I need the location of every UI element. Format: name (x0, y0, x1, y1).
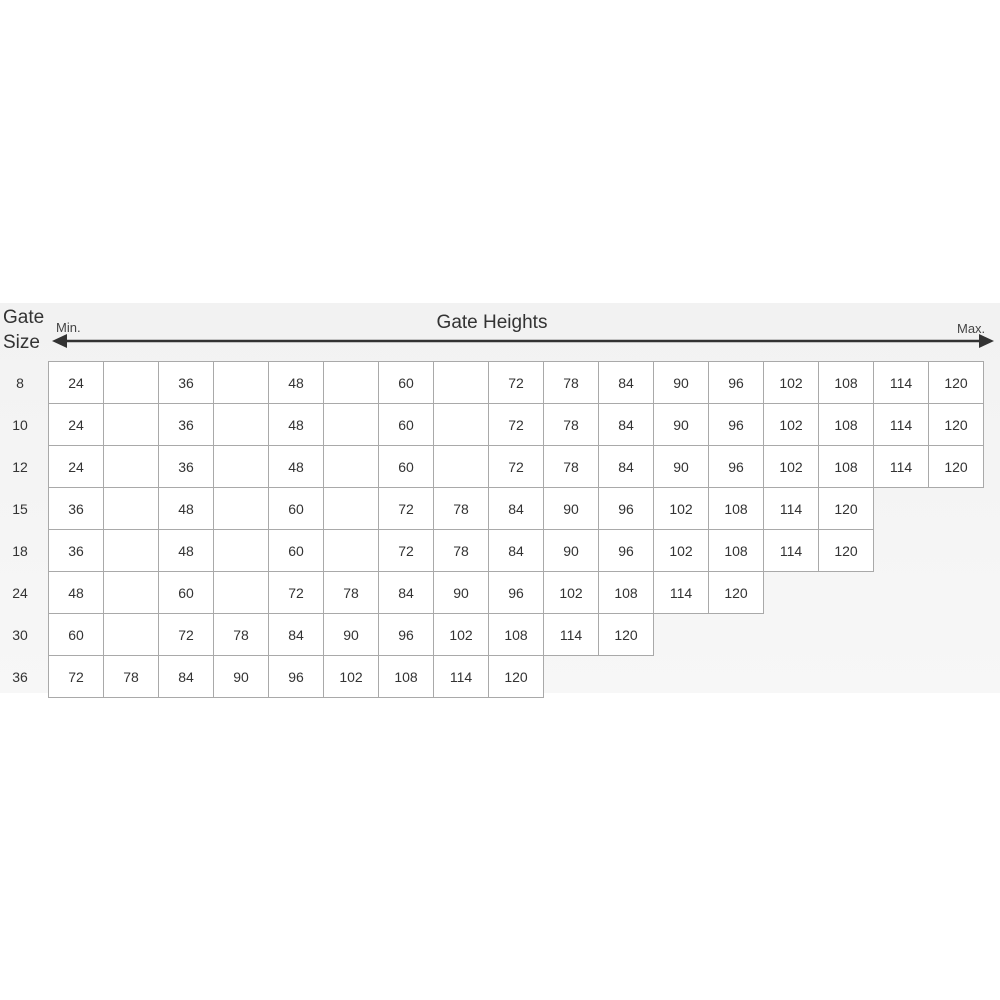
height-cell: 114 (873, 403, 929, 446)
height-cell: 108 (708, 529, 764, 572)
gate-heights-title: Gate Heights (436, 312, 548, 333)
height-cell (103, 361, 159, 404)
gate-size-label: 15 (12, 501, 28, 517)
height-cell: 78 (433, 529, 489, 572)
double-arrow-icon (52, 334, 994, 348)
height-cell (103, 613, 159, 656)
height-cell: 102 (653, 487, 709, 530)
height-cell: 108 (818, 361, 874, 404)
height-cell: 72 (158, 613, 214, 656)
height-cell: 90 (543, 529, 599, 572)
height-cell: 96 (708, 445, 764, 488)
height-cell: 72 (378, 529, 434, 572)
height-cell: 72 (48, 655, 104, 698)
height-cell: 36 (48, 529, 104, 572)
height-cell: 90 (213, 655, 269, 698)
height-cell: 84 (488, 487, 544, 530)
height-cell: 96 (708, 361, 764, 404)
height-cell: 84 (378, 571, 434, 614)
height-cell (213, 445, 269, 488)
height-cell: 60 (158, 571, 214, 614)
height-cell: 36 (158, 445, 214, 488)
height-cell (213, 529, 269, 572)
height-cell (103, 571, 159, 614)
gate-size-label: 10 (12, 417, 28, 433)
height-cell: 96 (488, 571, 544, 614)
height-cell: 96 (598, 529, 654, 572)
height-cell: 78 (433, 487, 489, 530)
height-cell: 48 (158, 487, 214, 530)
height-cell: 114 (763, 529, 819, 572)
gate-size-heading (3, 305, 44, 355)
height-cell: 120 (928, 361, 984, 404)
height-cell (323, 403, 379, 446)
height-cell: 102 (323, 655, 379, 698)
gate-size-label: 8 (16, 375, 24, 391)
height-cell: 96 (708, 403, 764, 446)
height-cell: 120 (818, 487, 874, 530)
height-cell: 90 (653, 361, 709, 404)
height-cell: 90 (653, 403, 709, 446)
height-cell (433, 403, 489, 446)
height-cell: 96 (268, 655, 324, 698)
height-cell: 108 (818, 445, 874, 488)
gate-size-label: 24 (12, 585, 28, 601)
height-cell: 84 (158, 655, 214, 698)
height-cell: 96 (598, 487, 654, 530)
height-cell: 72 (268, 571, 324, 614)
height-cell (433, 445, 489, 488)
height-cell: 60 (378, 445, 434, 488)
height-cell: 60 (268, 487, 324, 530)
height-cell: 102 (763, 445, 819, 488)
height-cell: 36 (158, 403, 214, 446)
height-cell: 114 (433, 655, 489, 698)
height-cell: 108 (488, 613, 544, 656)
height-cell: 102 (653, 529, 709, 572)
height-cell: 78 (213, 613, 269, 656)
height-cell: 102 (543, 571, 599, 614)
height-cell: 120 (928, 445, 984, 488)
height-cell (213, 403, 269, 446)
height-cell (103, 487, 159, 530)
height-cell: 60 (378, 403, 434, 446)
height-cell: 72 (378, 487, 434, 530)
height-cell: 78 (323, 571, 379, 614)
height-cell: 36 (48, 487, 104, 530)
height-cell: 102 (763, 403, 819, 446)
height-cell: 60 (268, 529, 324, 572)
height-cell: 48 (268, 361, 324, 404)
gate-size-heading-line2: Size (3, 332, 40, 353)
height-cell: 90 (543, 487, 599, 530)
height-cell: 108 (818, 403, 874, 446)
height-cell: 24 (48, 445, 104, 488)
height-cell (103, 529, 159, 572)
height-cell: 48 (268, 445, 324, 488)
height-cell: 78 (103, 655, 159, 698)
height-cell: 60 (378, 361, 434, 404)
height-cell: 120 (818, 529, 874, 572)
height-cell: 78 (543, 361, 599, 404)
height-cell: 84 (598, 361, 654, 404)
height-cell (433, 361, 489, 404)
height-cell: 36 (158, 361, 214, 404)
height-cell: 48 (48, 571, 104, 614)
gate-size-label: 18 (12, 543, 28, 559)
height-cell (323, 361, 379, 404)
min-label: Min. (56, 320, 81, 335)
height-cell: 24 (48, 403, 104, 446)
height-cell: 48 (268, 403, 324, 446)
gate-size-label: 12 (12, 459, 28, 475)
height-cell (213, 487, 269, 530)
height-cell (323, 529, 379, 572)
gate-size-heading-line1: Gate (3, 307, 45, 328)
height-cell: 60 (48, 613, 104, 656)
height-cell: 84 (598, 445, 654, 488)
height-cell: 90 (433, 571, 489, 614)
height-cell: 84 (268, 613, 324, 656)
height-cell: 108 (378, 655, 434, 698)
height-cell (103, 445, 159, 488)
height-cell (213, 361, 269, 404)
height-cell (103, 403, 159, 446)
height-cell (213, 571, 269, 614)
max-label: Max. (957, 321, 986, 336)
height-cell: 24 (48, 361, 104, 404)
height-cell: 78 (543, 403, 599, 446)
height-cell: 72 (488, 361, 544, 404)
height-cell: 114 (653, 571, 709, 614)
height-cell: 72 (488, 445, 544, 488)
height-cell: 78 (543, 445, 599, 488)
height-cell: 120 (488, 655, 544, 698)
height-cell: 84 (488, 529, 544, 572)
height-cell: 120 (708, 571, 764, 614)
height-cell (323, 487, 379, 530)
height-cell: 120 (928, 403, 984, 446)
gate-size-label: 36 (12, 669, 28, 685)
height-cell: 108 (598, 571, 654, 614)
gate-size-label: 30 (12, 627, 28, 643)
height-cell: 90 (653, 445, 709, 488)
height-cell: 102 (763, 361, 819, 404)
height-cell: 84 (598, 403, 654, 446)
height-cell: 114 (543, 613, 599, 656)
height-cell: 72 (488, 403, 544, 446)
height-cell: 114 (763, 487, 819, 530)
height-cell: 102 (433, 613, 489, 656)
height-cell: 48 (158, 529, 214, 572)
height-cell: 90 (323, 613, 379, 656)
height-cell: 96 (378, 613, 434, 656)
height-cell: 108 (708, 487, 764, 530)
height-cell: 120 (598, 613, 654, 656)
height-cell: 114 (873, 361, 929, 404)
height-cell: 114 (873, 445, 929, 488)
height-cell (323, 445, 379, 488)
